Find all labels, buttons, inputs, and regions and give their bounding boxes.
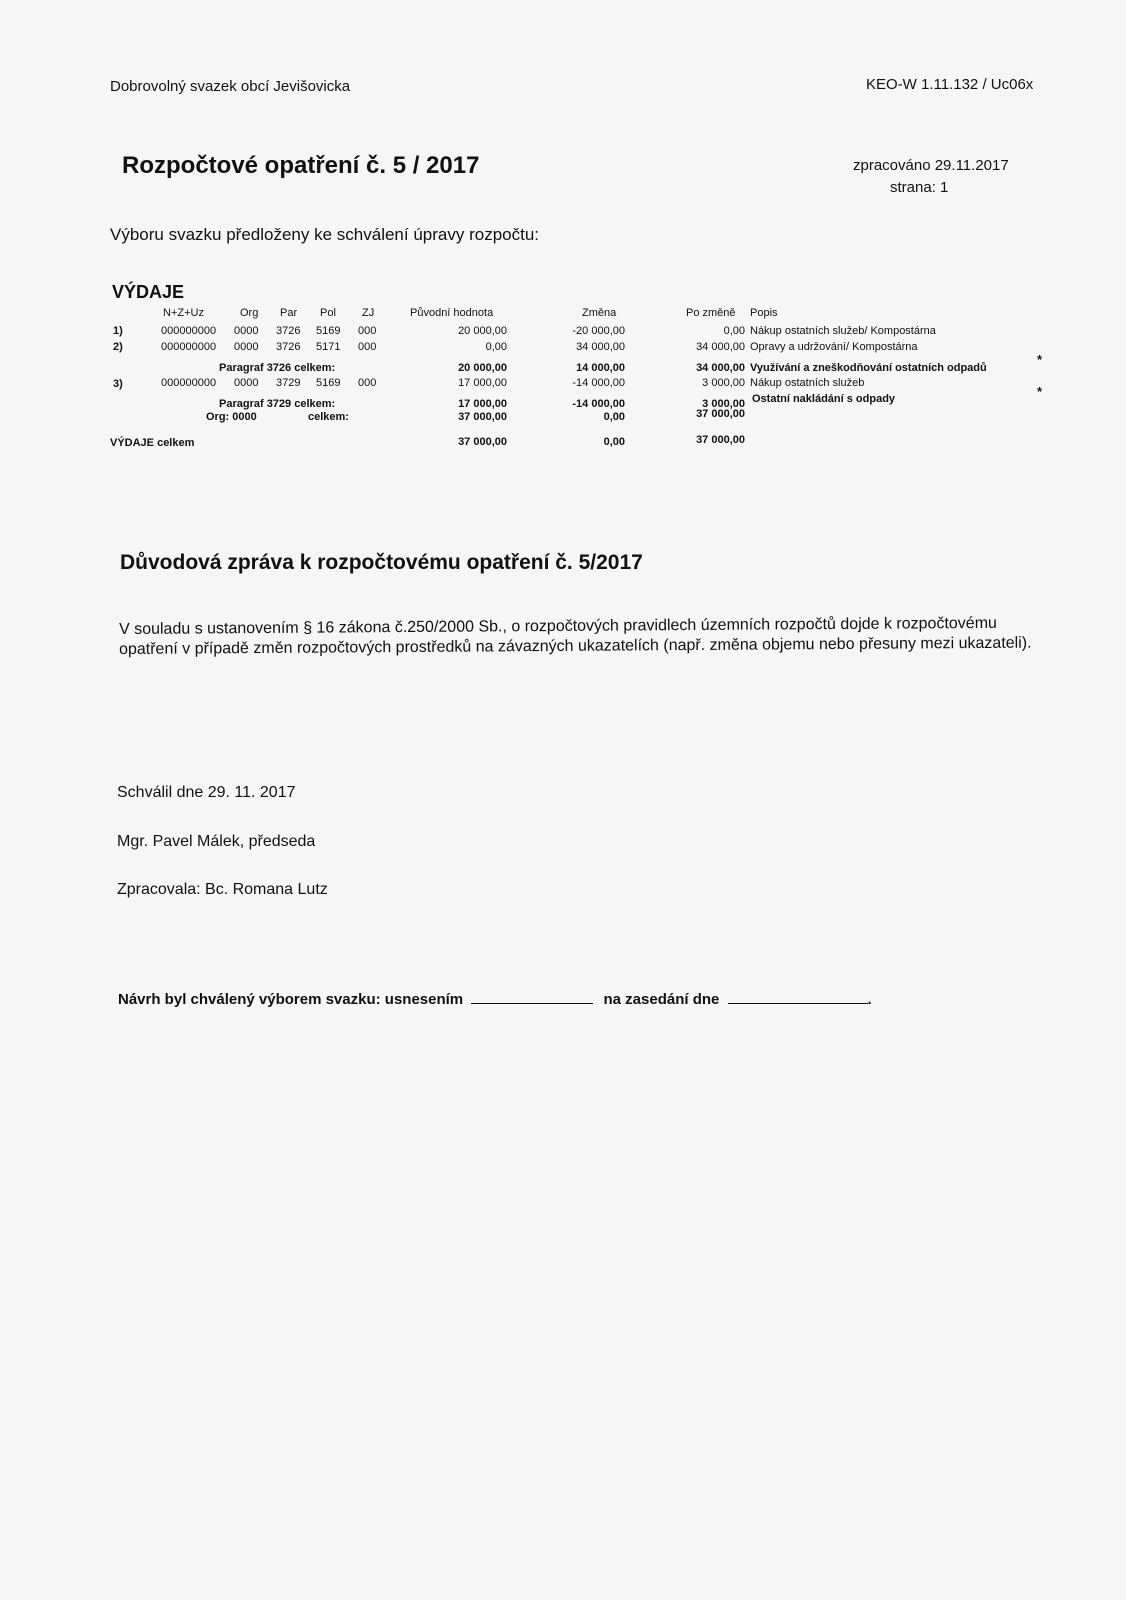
subtotal-after: 3 000,00 bbox=[702, 398, 745, 410]
row-after: 34 000,00 bbox=[696, 341, 745, 353]
row-org: 0000 bbox=[234, 341, 259, 353]
approval-footer-text: Návrh byl chválený výborem svazku: usnesením bbox=[118, 991, 464, 1008]
prepared-by: Zpracovala: Bc. Romana Lutz bbox=[117, 881, 328, 898]
asterisk-mark: * bbox=[1037, 384, 1043, 399]
grand-total-after: 37 000,00 bbox=[696, 434, 745, 446]
intro-text: Výboru svazku předloženy ke schválení úpravy rozpočtu: bbox=[110, 225, 540, 244]
col-header-nzuz: N+Z+Uz bbox=[163, 307, 204, 319]
approval-footer-end: . bbox=[867, 991, 872, 1008]
row-number: 1) bbox=[113, 325, 123, 337]
subtotal-orig: 20 000,00 bbox=[458, 362, 507, 374]
row-desc: Nákup ostatních služeb bbox=[750, 377, 865, 389]
col-header-desc: Popis bbox=[750, 307, 778, 319]
org-after: 37 000,00 bbox=[696, 408, 745, 420]
grand-total-change: 0,00 bbox=[603, 436, 625, 448]
col-header-orig: Původní hodnota bbox=[410, 307, 494, 319]
col-header-pol: Pol bbox=[320, 307, 336, 319]
section-heading-vydaje: VÝDAJE bbox=[112, 282, 185, 302]
org-orig: 37 000,00 bbox=[458, 411, 507, 423]
subtotal-orig: 17 000,00 bbox=[458, 398, 507, 410]
subtotal-label: Paragraf 3726 celkem: bbox=[219, 362, 336, 374]
row-par: 3729 bbox=[276, 377, 301, 389]
grand-total-label: VÝDAJE celkem bbox=[110, 437, 195, 449]
row-par: 3726 bbox=[276, 341, 301, 353]
subtotal-label: Paragraf 3729 celkem: bbox=[219, 398, 336, 410]
row-pol: 5169 bbox=[316, 325, 341, 337]
row-pol: 5171 bbox=[316, 341, 341, 353]
row-change: 34 000,00 bbox=[576, 341, 625, 353]
row-nzuz: 000000000 bbox=[161, 325, 217, 337]
row-change: -20 000,00 bbox=[572, 325, 625, 337]
row-org: 0000 bbox=[234, 325, 259, 337]
row-nzuz: 000000000 bbox=[161, 377, 217, 389]
chairman: Mgr. Pavel Málek, předseda bbox=[117, 833, 316, 850]
subtotal-desc: Ostatní nakládání s odpady bbox=[752, 393, 896, 405]
row-zj: 000 bbox=[358, 325, 377, 337]
document-code: KEO-W 1.11.132 / Uc06x bbox=[866, 76, 1034, 93]
row-nzuz: 000000000 bbox=[161, 341, 217, 353]
asterisk-mark: * bbox=[1037, 352, 1043, 367]
row-number: 2) bbox=[113, 341, 123, 353]
page-title: Rozpočtové opatření č. 5 / 2017 bbox=[122, 152, 480, 179]
resolution-blank-line bbox=[471, 989, 593, 1004]
row-orig: 17 000,00 bbox=[458, 377, 507, 389]
subtotal-after: 34 000,00 bbox=[696, 362, 745, 374]
organization-name: Dobrovolný svazek obcí Jevišovicka bbox=[110, 78, 351, 95]
col-header-after: Po změně bbox=[686, 307, 736, 319]
row-number: 3) bbox=[113, 378, 123, 390]
row-zj: 000 bbox=[358, 341, 377, 353]
col-header-zj: ZJ bbox=[362, 307, 375, 319]
row-pol: 5169 bbox=[316, 377, 341, 389]
row-after: 0,00 bbox=[723, 325, 745, 337]
page-number: strana: 1 bbox=[890, 179, 949, 196]
meeting-date-blank-line bbox=[728, 989, 868, 1004]
subtotal-change: 14 000,00 bbox=[576, 362, 625, 374]
col-header-change: Změna bbox=[582, 307, 617, 319]
subtotal-desc: Využívání a zneškodňování ostatních odpadů bbox=[750, 362, 987, 374]
row-par: 3726 bbox=[276, 325, 301, 337]
subtotal-change: -14 000,00 bbox=[572, 398, 625, 410]
processed-date: zpracováno 29.11.2017 bbox=[853, 157, 1009, 174]
reason-heading: Důvodová zpráva k rozpočtovému opatření č. 5/2017 bbox=[120, 551, 643, 574]
approval-date: Schválil dne 29. 11. 2017 bbox=[117, 784, 296, 801]
row-org: 0000 bbox=[234, 377, 259, 389]
approval-footer bbox=[118, 989, 872, 1008]
grand-total-orig: 37 000,00 bbox=[458, 436, 507, 448]
reason-text-line-1: V souladu s ustanovením § 16 zákona č.250/2000 Sb., o rozpočtových pravidlech územních rozpočtů dojde k rozpočtovému bbox=[119, 614, 997, 638]
row-orig: 20 000,00 bbox=[458, 325, 507, 337]
row-orig: 0,00 bbox=[485, 341, 507, 353]
col-header-org: Org bbox=[240, 307, 259, 319]
col-header-par: Par bbox=[280, 307, 298, 319]
approval-footer-meeting: na zasedání dne bbox=[603, 991, 720, 1008]
row-desc: Nákup ostatních služeb/ Kompostárna bbox=[750, 325, 936, 337]
row-after: 3 000,00 bbox=[702, 377, 745, 389]
org-total-label: celkem: bbox=[308, 411, 349, 423]
org-change: 0,00 bbox=[603, 411, 625, 423]
row-desc: Opravy a udržování/ Kompostárna bbox=[750, 341, 918, 353]
reason-text-line-2: opatření v případě změn rozpočtových prostředků na závazných ukazatelích (např. změna objemu nebo přesuny mezi ukazateli). bbox=[119, 634, 1032, 658]
org-label: Org: 0000 bbox=[206, 411, 257, 423]
row-change: -14 000,00 bbox=[572, 377, 625, 389]
row-zj: 000 bbox=[358, 377, 377, 389]
